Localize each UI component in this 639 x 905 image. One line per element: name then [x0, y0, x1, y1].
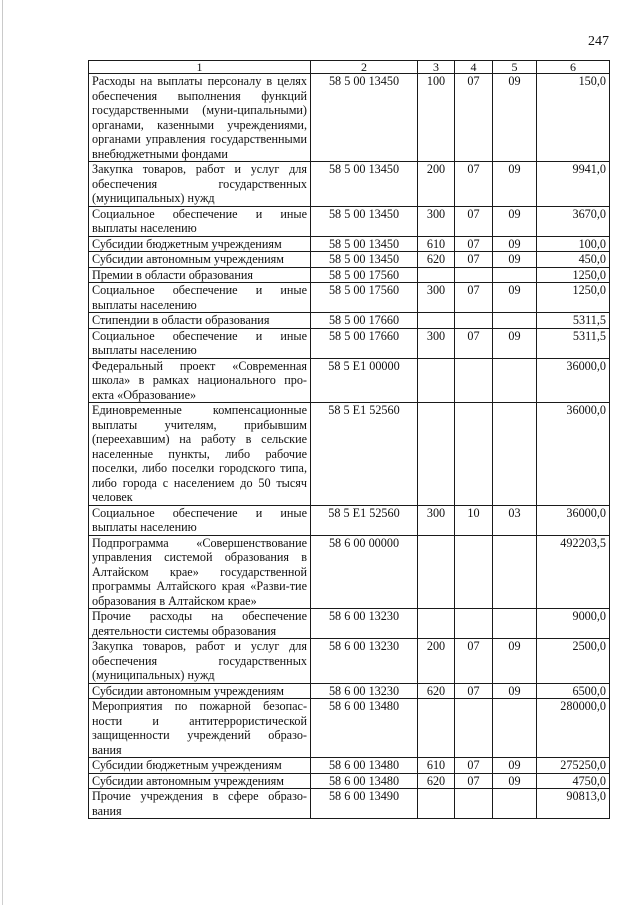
row-code: 58 6 00 13490	[311, 789, 418, 819]
row-expense-type	[418, 313, 455, 329]
row-amount: 36000,0	[537, 358, 610, 403]
row-amount: 2500,0	[537, 639, 610, 684]
row-name: Прочие учреждения в сфере образо-вания	[89, 789, 311, 819]
row-name: Субсидии автономным учреждениям	[89, 252, 311, 268]
header-cell: 2	[311, 61, 418, 74]
row-expense-type: 300	[418, 505, 455, 535]
row-section	[455, 609, 493, 639]
row-section: 07	[455, 206, 493, 236]
row-expense-type	[418, 789, 455, 819]
table-row	[89, 609, 610, 639]
row-subsection: 09	[493, 206, 537, 236]
row-section: 07	[455, 328, 493, 358]
row-section	[455, 535, 493, 609]
row-name: Субсидии бюджетным учреждениям	[89, 758, 311, 774]
row-amount: 36000,0	[537, 403, 610, 506]
row-name: Закупка товаров, работ и услуг для обеспечения государственных (муниципальных) нужд	[89, 639, 311, 684]
row-code: 58 5 00 17660	[311, 328, 418, 358]
table-row	[89, 403, 610, 506]
row-amount: 1250,0	[537, 283, 610, 313]
row-expense-type	[418, 267, 455, 283]
row-amount: 6500,0	[537, 683, 610, 699]
row-code: 58 6 00 13480	[311, 699, 418, 758]
row-amount: 9941,0	[537, 162, 610, 207]
row-code: 58 6 00 13480	[311, 773, 418, 789]
table-row	[89, 162, 610, 207]
header-cell: 1	[89, 61, 311, 74]
row-section: 07	[455, 283, 493, 313]
budget-table	[88, 60, 610, 819]
row-expense-type: 610	[418, 236, 455, 252]
row-code: 58 5 00 13450	[311, 74, 418, 162]
table-row	[89, 252, 610, 268]
row-name: Субсидии автономным учреждениям	[89, 683, 311, 699]
row-name: Субсидии бюджетным учреждениям	[89, 236, 311, 252]
row-name: Премии в области образования	[89, 267, 311, 283]
row-section	[455, 699, 493, 758]
row-expense-type: 300	[418, 206, 455, 236]
row-amount: 275250,0	[537, 758, 610, 774]
header-cell: 5	[493, 61, 537, 74]
table-row	[89, 789, 610, 819]
row-amount: 492203,5	[537, 535, 610, 609]
row-code: 58 5 00 13450	[311, 252, 418, 268]
row-subsection: 09	[493, 758, 537, 774]
row-amount: 90813,0	[537, 789, 610, 819]
row-subsection	[493, 789, 537, 819]
row-expense-type: 300	[418, 328, 455, 358]
row-expense-type: 100	[418, 74, 455, 162]
row-name: Субсидии автономным учреждениям	[89, 773, 311, 789]
row-code: 58 5 E1 52560	[311, 403, 418, 506]
table-row	[89, 535, 610, 609]
table-row	[89, 699, 610, 758]
row-subsection: 09	[493, 283, 537, 313]
table-row	[89, 773, 610, 789]
table-row	[89, 639, 610, 684]
row-amount: 450,0	[537, 252, 610, 268]
row-section	[455, 267, 493, 283]
page-number: 247	[588, 34, 609, 49]
table-row	[89, 313, 610, 329]
row-amount: 9000,0	[537, 609, 610, 639]
row-name: Стипендии в области образования	[89, 313, 311, 329]
header-cell: 6	[537, 61, 610, 74]
row-section: 07	[455, 773, 493, 789]
row-subsection: 09	[493, 639, 537, 684]
row-subsection	[493, 313, 537, 329]
row-expense-type	[418, 535, 455, 609]
row-amount: 1250,0	[537, 267, 610, 283]
row-section: 07	[455, 639, 493, 684]
row-expense-type: 610	[418, 758, 455, 774]
row-subsection	[493, 358, 537, 403]
table-row	[89, 206, 610, 236]
row-amount: 5311,5	[537, 313, 610, 329]
table-row	[89, 358, 610, 403]
row-expense-type: 620	[418, 683, 455, 699]
row-section: 07	[455, 683, 493, 699]
row-subsection: 09	[493, 252, 537, 268]
row-subsection: 09	[493, 74, 537, 162]
row-name: Единовременные компенсационные выплаты учителям, прибывшим (переехавшим) на работу в сельские населенные пункты, либо рабочие поселки, либо поселки городского типа, либо города с населением до 50 тысяч человек	[89, 403, 311, 506]
table-row	[89, 683, 610, 699]
row-name: Социальное обеспечение и иные выплаты населению	[89, 206, 311, 236]
table-row	[89, 74, 610, 162]
row-section: 07	[455, 162, 493, 207]
row-name: Прочие расходы на обеспечение деятельности системы образования	[89, 609, 311, 639]
scan-edge	[2, 0, 3, 905]
row-name: Подпрограмма «Совершенствование управления системой образования в Алтайском крае» государственной программы Алтайского края «Разви-тие образования в Алтайском крае»	[89, 535, 311, 609]
row-subsection	[493, 535, 537, 609]
row-code: 58 5 E1 00000	[311, 358, 418, 403]
row-expense-type	[418, 403, 455, 506]
row-expense-type	[418, 358, 455, 403]
row-expense-type: 620	[418, 773, 455, 789]
row-expense-type: 300	[418, 283, 455, 313]
row-name: Мероприятия по пожарной безопас-ности и антитеррористической защищенности учреждений образо-вания	[89, 699, 311, 758]
row-amount: 4750,0	[537, 773, 610, 789]
row-section	[455, 313, 493, 329]
row-name: Федеральный проект «Современная школа» в рамках национального про-екта «Образование»	[89, 358, 311, 403]
row-code: 58 5 00 17660	[311, 313, 418, 329]
row-section	[455, 403, 493, 506]
row-subsection	[493, 699, 537, 758]
row-expense-type	[418, 699, 455, 758]
row-amount: 100,0	[537, 236, 610, 252]
row-name: Расходы на выплаты персоналу в целях обеспечения выполнения функций государственными (муни-ципальными) органами, казенными учреждениями, органами управления государственными внебюджетными фондами	[89, 74, 311, 162]
row-subsection: 09	[493, 162, 537, 207]
row-subsection	[493, 609, 537, 639]
table-row	[89, 236, 610, 252]
row-code: 58 5 00 17560	[311, 283, 418, 313]
row-subsection: 09	[493, 328, 537, 358]
row-expense-type: 200	[418, 162, 455, 207]
row-code: 58 6 00 00000	[311, 535, 418, 609]
row-amount: 36000,0	[537, 505, 610, 535]
row-code: 58 6 00 13230	[311, 683, 418, 699]
row-name: Социальное обеспечение и иные выплаты населению	[89, 505, 311, 535]
row-code: 58 6 00 13230	[311, 609, 418, 639]
row-amount: 280000,0	[537, 699, 610, 758]
row-subsection: 09	[493, 236, 537, 252]
row-section	[455, 789, 493, 819]
table-row	[89, 328, 610, 358]
row-subsection	[493, 403, 537, 506]
row-code: 58 5 E1 52560	[311, 505, 418, 535]
table-row	[89, 267, 610, 283]
row-code: 58 5 00 17560	[311, 267, 418, 283]
table-header-row	[89, 61, 610, 74]
header-cell: 3	[418, 61, 455, 74]
row-code: 58 6 00 13480	[311, 758, 418, 774]
row-section: 07	[455, 74, 493, 162]
row-amount: 5311,5	[537, 328, 610, 358]
row-subsection	[493, 267, 537, 283]
row-code: 58 5 00 13450	[311, 236, 418, 252]
row-name: Закупка товаров, работ и услуг для обеспечения государственных (муниципальных) нужд	[89, 162, 311, 207]
table-row	[89, 505, 610, 535]
row-expense-type: 620	[418, 252, 455, 268]
row-expense-type	[418, 609, 455, 639]
row-amount: 3670,0	[537, 206, 610, 236]
row-section: 07	[455, 252, 493, 268]
row-subsection: 09	[493, 683, 537, 699]
row-subsection: 09	[493, 773, 537, 789]
row-section: 07	[455, 236, 493, 252]
row-subsection: 03	[493, 505, 537, 535]
row-code: 58 5 00 13450	[311, 206, 418, 236]
row-code: 58 6 00 13230	[311, 639, 418, 684]
table-row	[89, 758, 610, 774]
row-name: Социальное обеспечение и иные выплаты населению	[89, 328, 311, 358]
row-amount: 150,0	[537, 74, 610, 162]
row-section: 07	[455, 758, 493, 774]
row-expense-type: 200	[418, 639, 455, 684]
row-name: Социальное обеспечение и иные выплаты населению	[89, 283, 311, 313]
table-row	[89, 283, 610, 313]
row-section: 10	[455, 505, 493, 535]
row-code: 58 5 00 13450	[311, 162, 418, 207]
header-cell: 4	[455, 61, 493, 74]
row-section	[455, 358, 493, 403]
